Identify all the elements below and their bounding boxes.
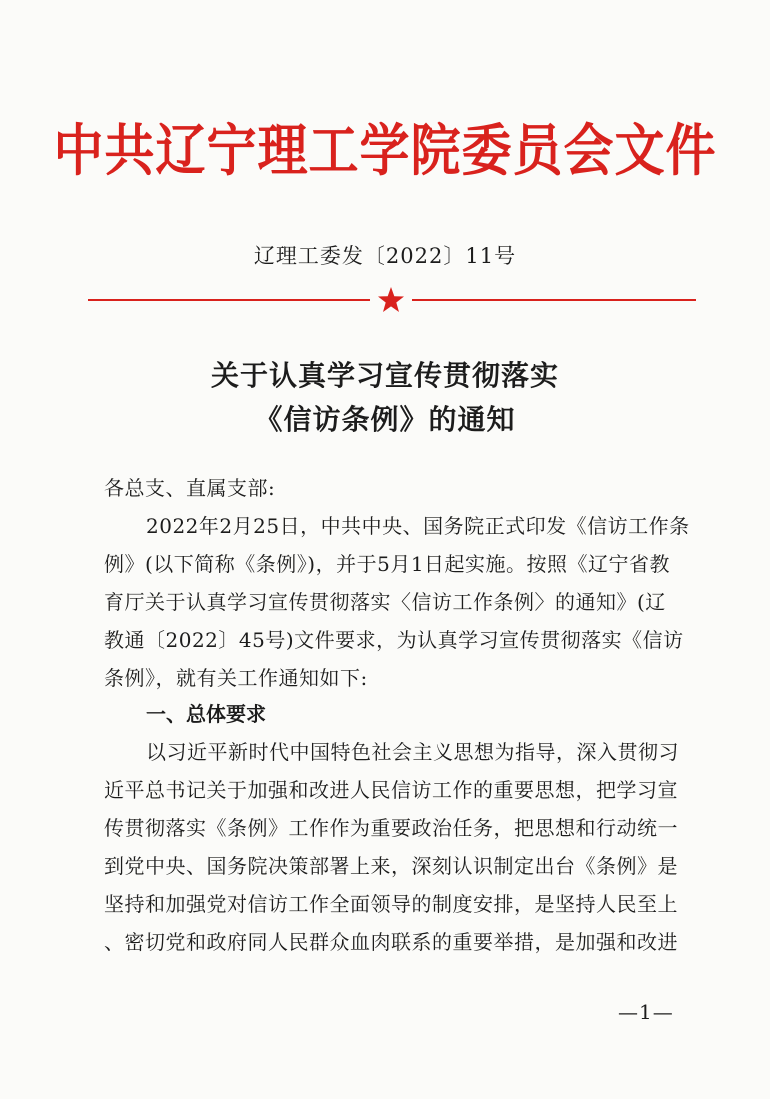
notice-title-line-1: 关于认真学习宣传贯彻落实 xyxy=(210,359,559,392)
paragraph-2-line: 到党中央、国务院决策部署上来，深刻认识制定出台《条例》是 xyxy=(104,854,678,878)
masthead-title: 中共辽宁理工学院委员会文件 xyxy=(53,117,717,184)
red-rule-left xyxy=(88,299,370,301)
paragraph-2-line: 近平总书记关于加强和改进人民信访工作的重要思想，把学习宣 xyxy=(104,778,678,802)
notice-title-line-2: 《信访条例》的通知 xyxy=(254,403,516,436)
salutation: 各总支、直属支部: xyxy=(104,476,276,500)
star-icon xyxy=(377,286,405,314)
paragraph-1-line: 教通〔2022〕45号)文件要求，为认真学习宣传贯彻落实《信访 xyxy=(104,628,684,652)
paragraph-2-line: 以习近平新时代中国特色社会主义思想为指导，深入贯彻习 xyxy=(146,740,679,764)
page-number: —1— xyxy=(618,1000,674,1024)
paragraph-2-line: 坚持和加强党对信访工作全面领导的制度安排，是坚持人民至上 xyxy=(104,892,678,916)
paragraph-2-line: 传贯彻落实《条例》工作作为重要政治任务，把思想和行动统一 xyxy=(104,816,678,840)
paragraph-1-line: 条例》，就有关工作通知如下: xyxy=(104,666,368,690)
section-heading-1: 一、总体要求 xyxy=(146,702,266,726)
document-number: 辽理工委发〔2022〕11号 xyxy=(253,244,517,268)
paragraph-1-line: 2022年2月25日，中共中央、国务院正式印发《信访工作条 xyxy=(146,514,690,538)
paragraph-1-line: 例》(以下简称《条例》)，并于5月1日起实施。按照《辽宁省教 xyxy=(104,552,671,576)
red-rule-right xyxy=(412,299,696,301)
paragraph-2-line: 、密切党和政府同人民群众血肉联系的重要举措，是加强和改进 xyxy=(104,930,678,954)
paragraph-1-line: 育厅关于认真学习宣传贯彻落实〈信访工作条例〉的通知》(辽 xyxy=(104,590,666,614)
